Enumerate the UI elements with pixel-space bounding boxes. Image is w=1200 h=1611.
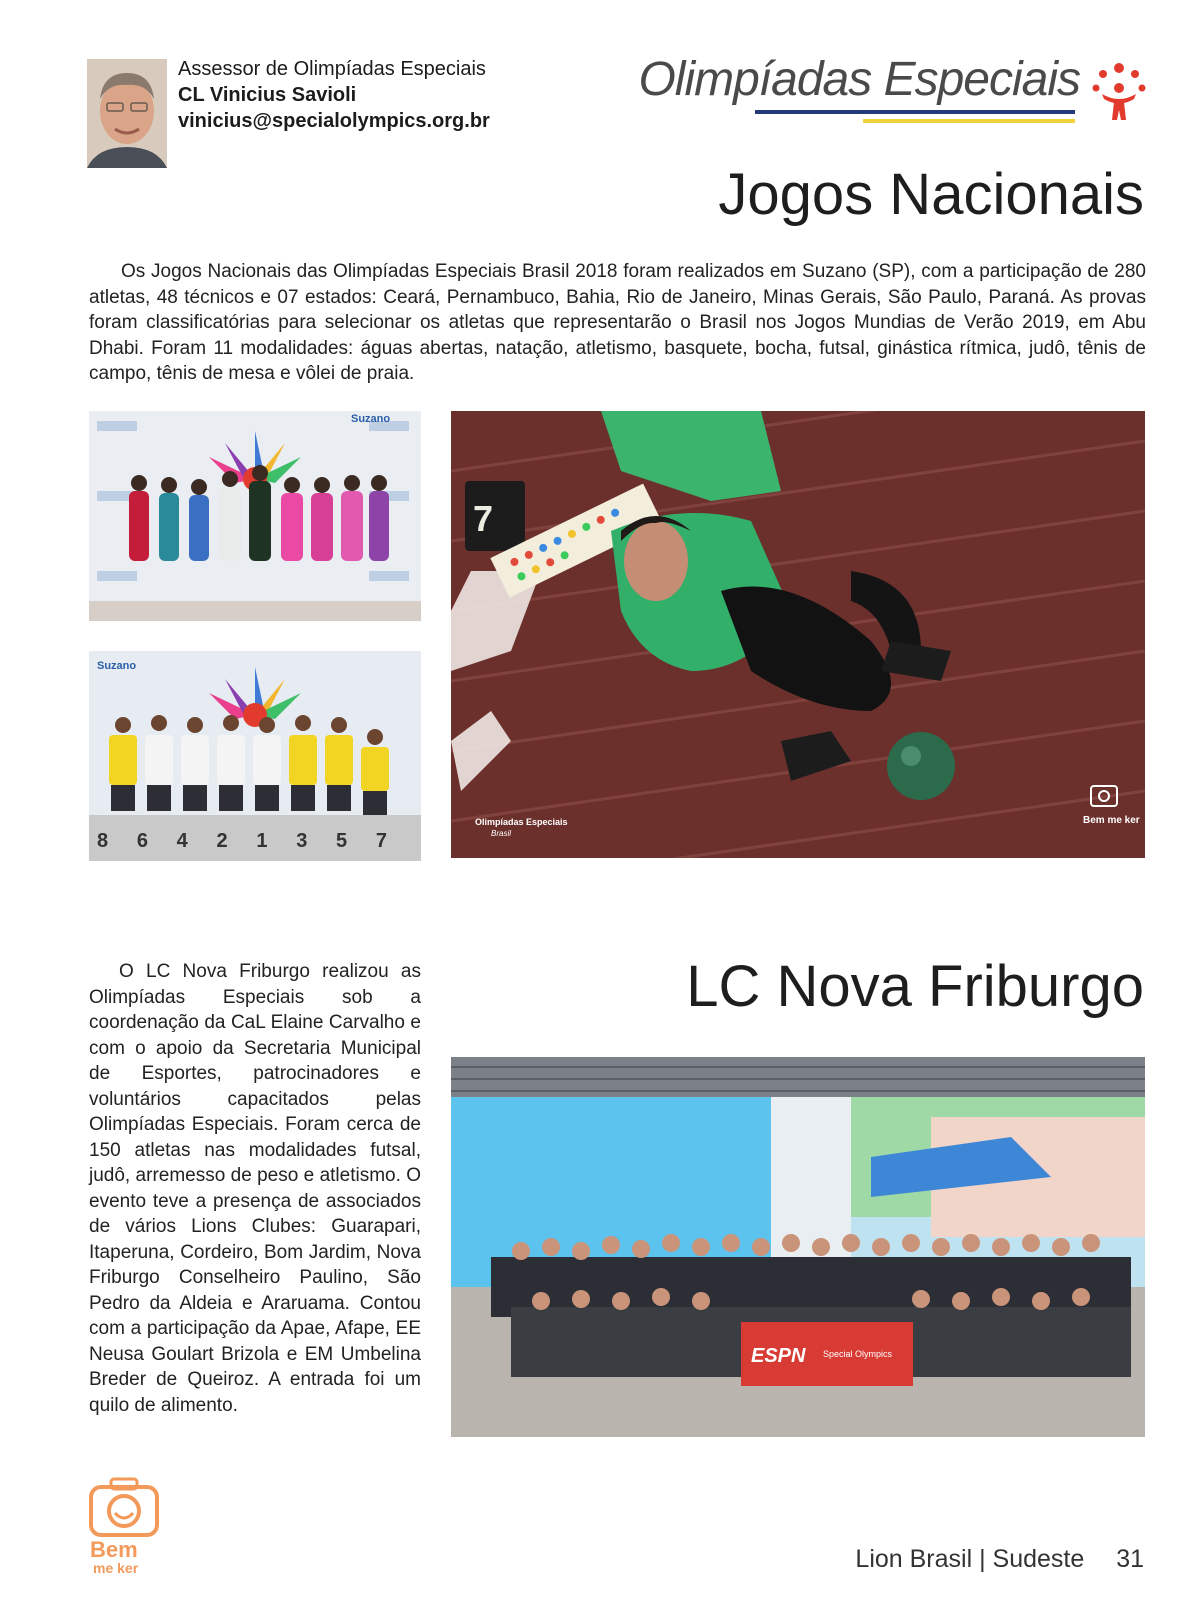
photo-bocce-player <box>451 411 1145 858</box>
section-title: Olimpíadas Especiais <box>638 53 1080 106</box>
article-title-lc-nova-friburgo: LC Nova Friburgo <box>686 954 1144 1019</box>
p3-watermark-left-sub: Brasil <box>491 829 512 838</box>
p2-podium-numbers: 8 6 4 2 1 3 5 7 <box>97 830 387 852</box>
special-olympics-logo <box>1090 58 1148 126</box>
author-email[interactable]: vinicius@specialolympics.org.br <box>178 110 490 132</box>
p4-banner-espn: ESPN <box>751 1345 806 1367</box>
article-title-jogos-nacionais: Jogos Nacionais <box>718 162 1144 227</box>
title-rule-blue <box>755 110 1075 114</box>
photo-group-nova-friburgo <box>451 1057 1145 1437</box>
p4-banner-special-olympics: Special Olympics <box>823 1349 893 1359</box>
p3-watermark-left: Olimpíadas Especiais <box>475 817 568 827</box>
footer-publication: Lion Brasil | Sudeste <box>855 1545 1085 1573</box>
p1-banner-text: Suzano <box>351 413 391 425</box>
p3-watermark-right: Bem me ker <box>1083 815 1140 826</box>
author-photo <box>87 59 167 168</box>
page-number: 31 <box>1116 1545 1144 1573</box>
photo-podium <box>89 651 421 861</box>
p3-scoreboard: 7 <box>473 498 494 539</box>
page-footer <box>855 1545 1144 1574</box>
bem-logo-line1: Bem <box>90 1537 138 1562</box>
author-role: Assessor de Olimpíadas Especiais <box>178 58 486 80</box>
bem-me-ker-logo <box>87 1477 161 1579</box>
p2-banner-text: Suzano <box>97 660 137 672</box>
photo-gymnastics-team <box>89 411 421 621</box>
bem-logo-line2: me ker <box>93 1560 139 1576</box>
article-body-jogos-nacionais: Os Jogos Nacionais das Olimpíadas Especiais Brasil 2018 foram realizados em Suzano (SP), com a participação de 280 atletas, 48 técnicos e 07 estados: Ceará, Pernambuco, Bahia, Rio de Janeiro, Minas Gerais, São Paulo, Paraná. As provas foram classificatórias para selecionar os atletas que representarão o Brasil nos Jogos Mundias de Verão 2019, em Abu Dhabi. Foram 11 modalidades: águas abertas, natação, atletismo, basquete, bocha, futsal, ginástica rítmica, judô, tênis de campo, tênis de mesa e vôlei de praia. <box>89 261 1146 384</box>
author-byline <box>178 56 490 134</box>
title-rule-yellow <box>863 119 1075 123</box>
article-body-lc-nova-friburgo: O LC Nova Friburgo realizou as Olimpíadas Especiais sob a coordenação da CaL Elaine Carvalho e com o apoio da Secretaria Municipal de Esportes, patrocinadores e voluntários capacitados pelas Olimpíadas Especiais. Foram cerca de 150 atletas nas modalidades futsal, judô, arremesso de peso e atletismo. O evento teve a presença de associados de vários Lions Clubes: Guarapari, Itaperuna, Cordeiro, Bom Jardim, Nova Friburgo Conselheiro Paulino, São Pedro da Aldeia e Araruama. Contou com a participação da Apae, Afape, EE Neusa Goulart Brizola e EM Umbelina Breder de Queiroz. A entrada foi um quilo de alimento. <box>89 961 421 1416</box>
author-name: CL Vinicius Savioli <box>178 84 357 106</box>
